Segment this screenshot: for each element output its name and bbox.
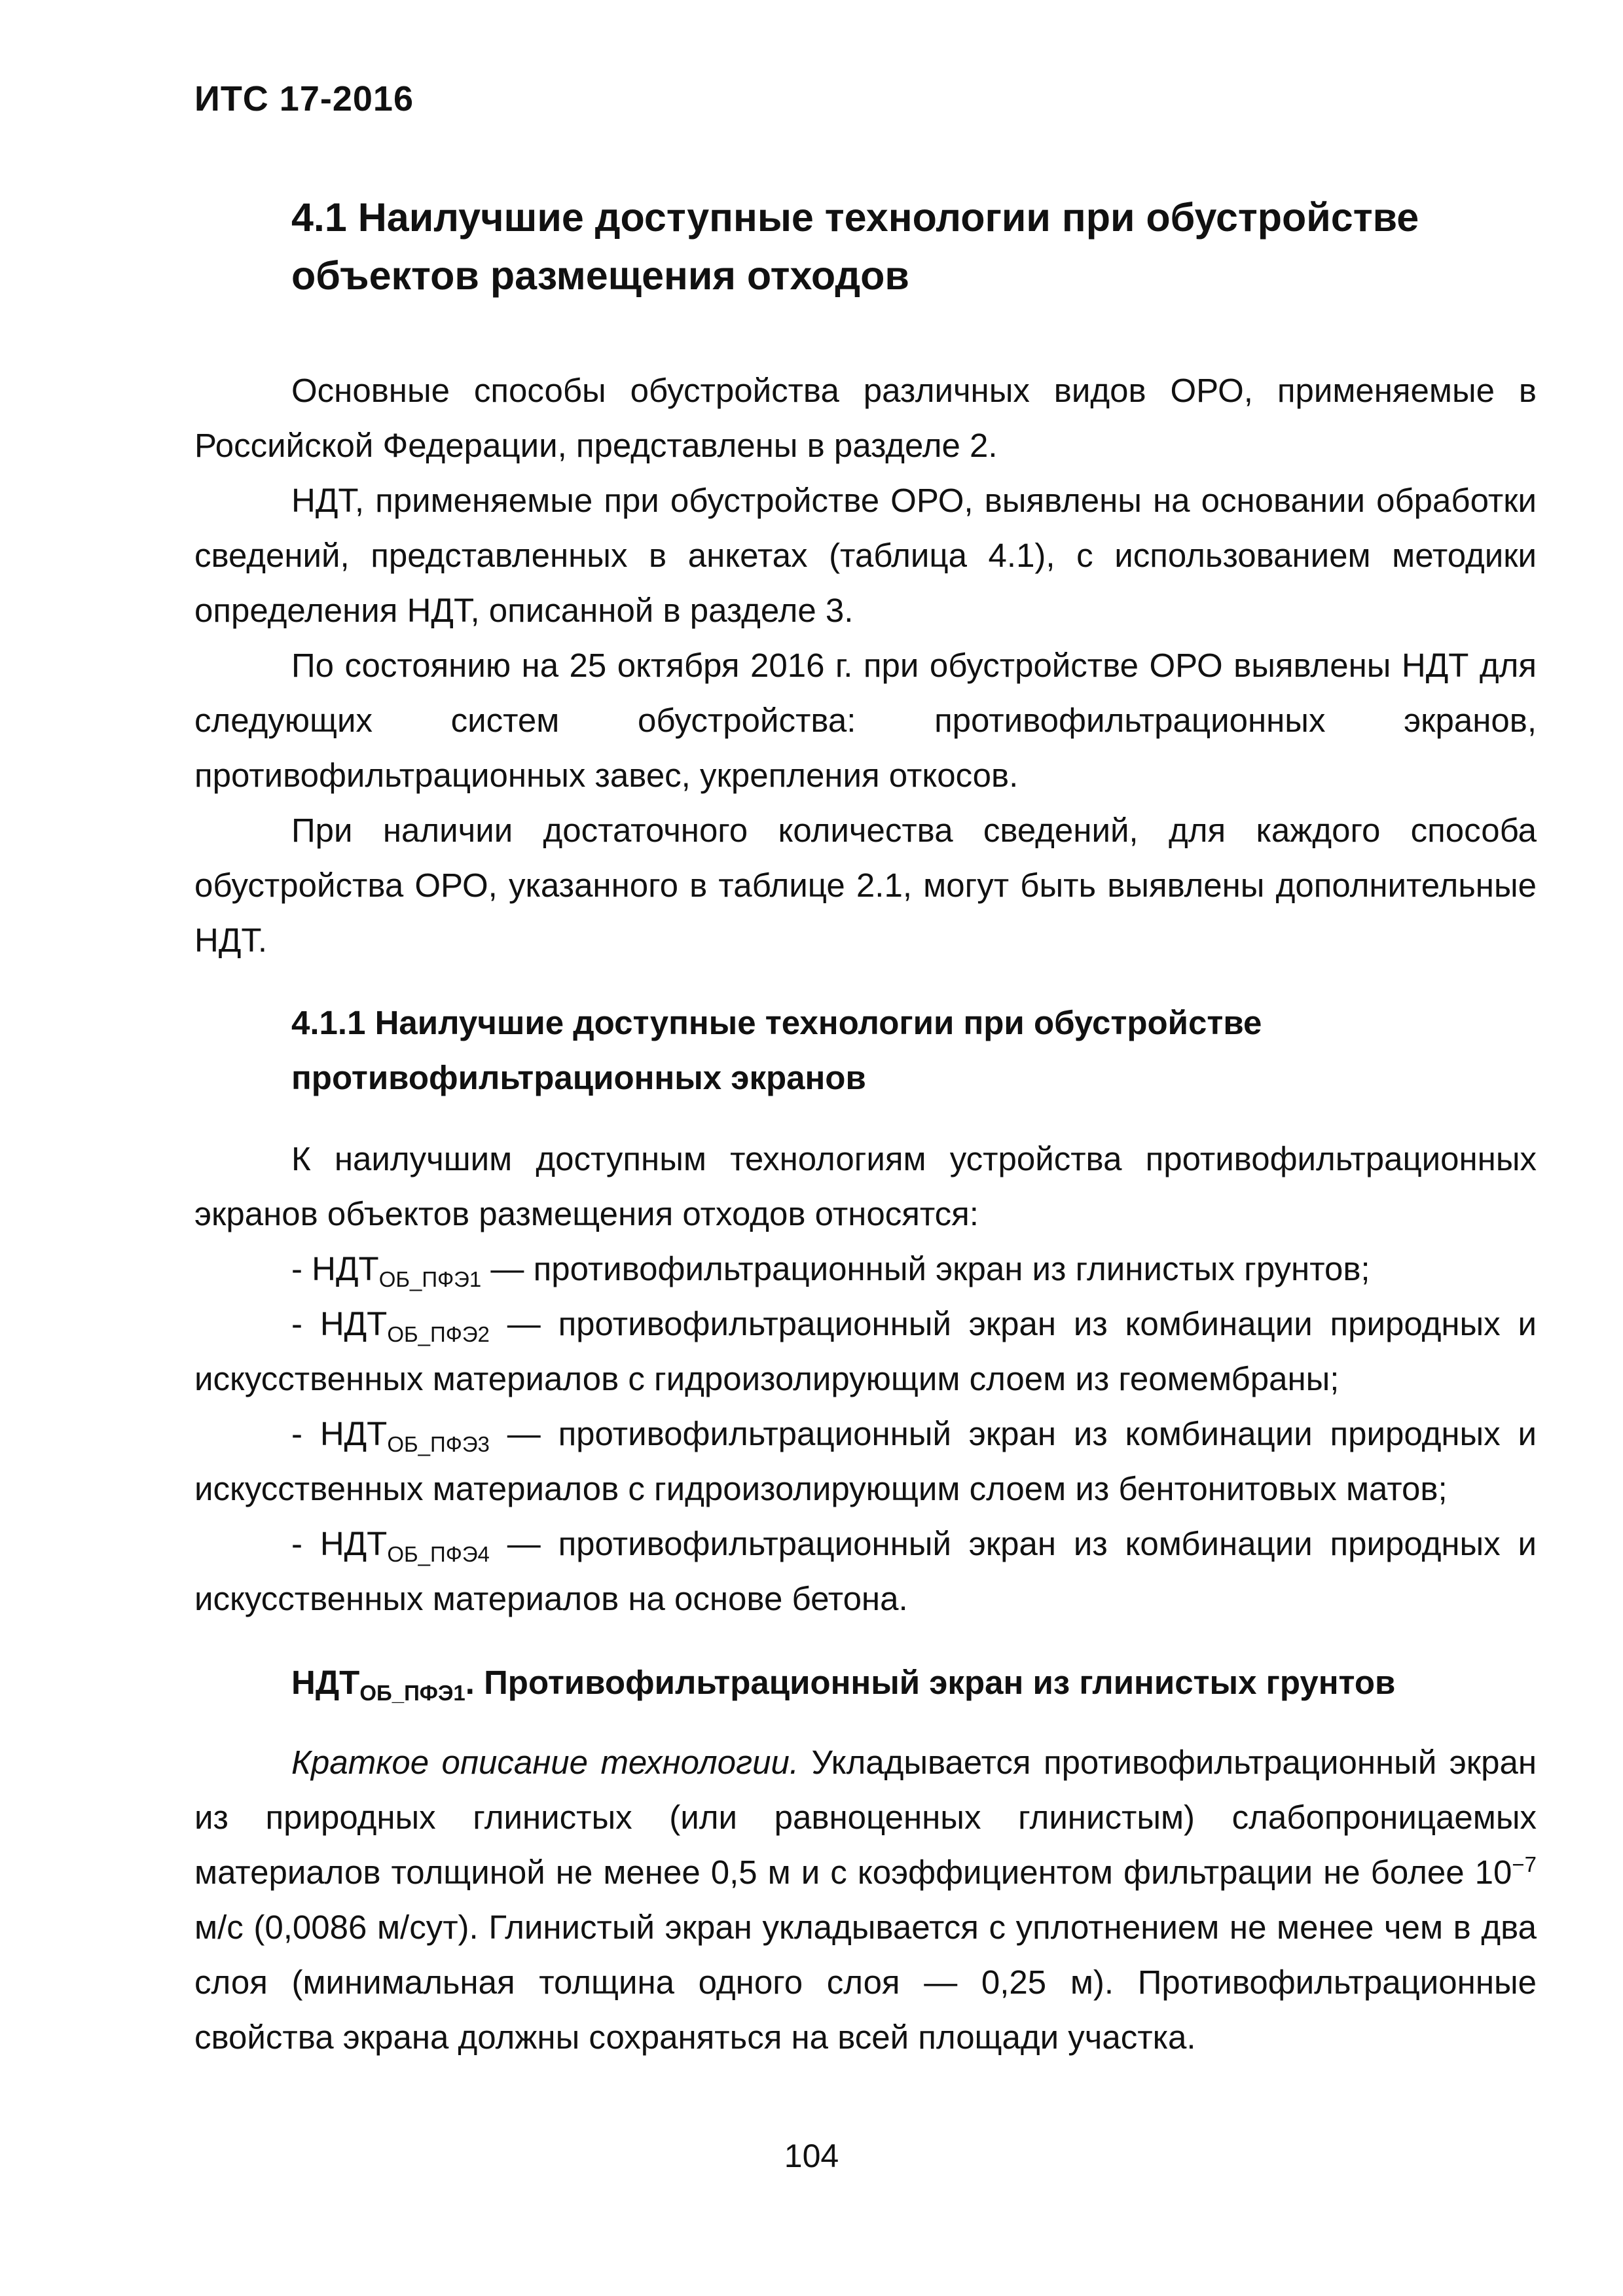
description-text: Укладывается противофильтрационный экран из природных глинистых (или равноценных глинистым) слабопроницаемых материалов толщиной не менее 0,5 м и с коэффициентом фильтрации не более 10 — [194, 1744, 1537, 1891]
list-item-text: — противофильтрационный экран из комбинации природных и искусственных материалов с гидроизолирующим слоем из бентонитовых матов; — [194, 1415, 1537, 1507]
list-item-subscript: ОБ_ПФЭ4 — [387, 1542, 490, 1566]
description-text: м/с (0,0086 м/сут). Глинистый экран укладывается с уплотнением не менее чем в два слоя (минимальная толщина одного слоя — 0,25 м). Противофильтрационные свойства экрана должны сохраняться на всей площади участка. — [194, 1909, 1537, 2056]
doc-header: ИТС 17-2016 — [194, 79, 414, 118]
ndt-title — [291, 1655, 1537, 1710]
list-item-prefix: - НДТ — [291, 1305, 388, 1342]
list-item-text: — противофильтрационный экран из глинистых грунтов; — [481, 1250, 1370, 1287]
list-item-text: — противофильтрационный экран из комбинации природных и искусственных материалов с гидроизолирующим слоем из геомембраны; — [194, 1305, 1537, 1397]
list-item-subscript: ОБ_ПФЭ1 — [378, 1267, 482, 1291]
ndt-title-rest: . Противофильтрационный экран из глинистых грунтов — [465, 1664, 1396, 1701]
list-item — [194, 1297, 1537, 1407]
page-number: 104 — [784, 2138, 839, 2174]
list-item-prefix: - НДТ — [291, 1525, 388, 1562]
paragraph: По состоянию на 25 октября 2016 г. при обустройстве ОРО выявлены НДТ для следующих систем обустройства: противофильтрационных экранов, противофильтрационных завес, укрепления откосов. — [194, 647, 1537, 794]
list-item-prefix: - НДТ — [291, 1250, 379, 1287]
paragraph: НДТ, применяемые при обустройстве ОРО, выявлены на основании обработки сведений, представленных в анкетах (таблица 4.1), с использованием методики определения НДТ, описанной в разделе 3. — [194, 482, 1537, 629]
ndt-title-subscript: ОБ_ПФЭ1 — [359, 1681, 465, 1705]
list-item-text: — противофильтрационный экран из комбинации природных и искусственных материалов на основе бетона. — [194, 1525, 1537, 1617]
section-title: 4.1 Наилучшие доступные технологии при обустройстве объектов размещения отходов — [291, 195, 1419, 298]
paragraph: К наилучшим доступным технологиям устройства противофильтрационных экранов объектов размещения отходов относятся: — [194, 1140, 1537, 1232]
technology-description — [194, 1735, 1537, 2065]
subsection-title: 4.1.1 Наилучшие доступные технологии при обустройстве противофильтрационных экранов — [291, 1004, 1262, 1096]
paragraph: При наличии достаточного количества сведений, для каждого способа обустройства ОРО, указанного в таблице 2.1, могут быть выявлены дополнительные НДТ. — [194, 812, 1537, 959]
exponent: −7 — [1512, 1852, 1537, 1876]
list-item — [194, 1407, 1537, 1516]
description-label: Краткое описание технологии. — [291, 1744, 799, 1781]
list-item — [194, 1242, 1537, 1297]
list-item-prefix: - НДТ — [291, 1415, 388, 1452]
paragraph: Основные способы обустройства различных видов ОРО, применяемые в Российской Федерации, представлены в разделе 2. — [194, 372, 1537, 464]
list-item — [194, 1516, 1537, 1626]
list-item-subscript: ОБ_ПФЭ3 — [387, 1432, 490, 1456]
document-body — [194, 363, 1537, 2065]
ndt-title-prefix: НДТ — [291, 1664, 360, 1701]
list-item-subscript: ОБ_ПФЭ2 — [387, 1322, 490, 1346]
